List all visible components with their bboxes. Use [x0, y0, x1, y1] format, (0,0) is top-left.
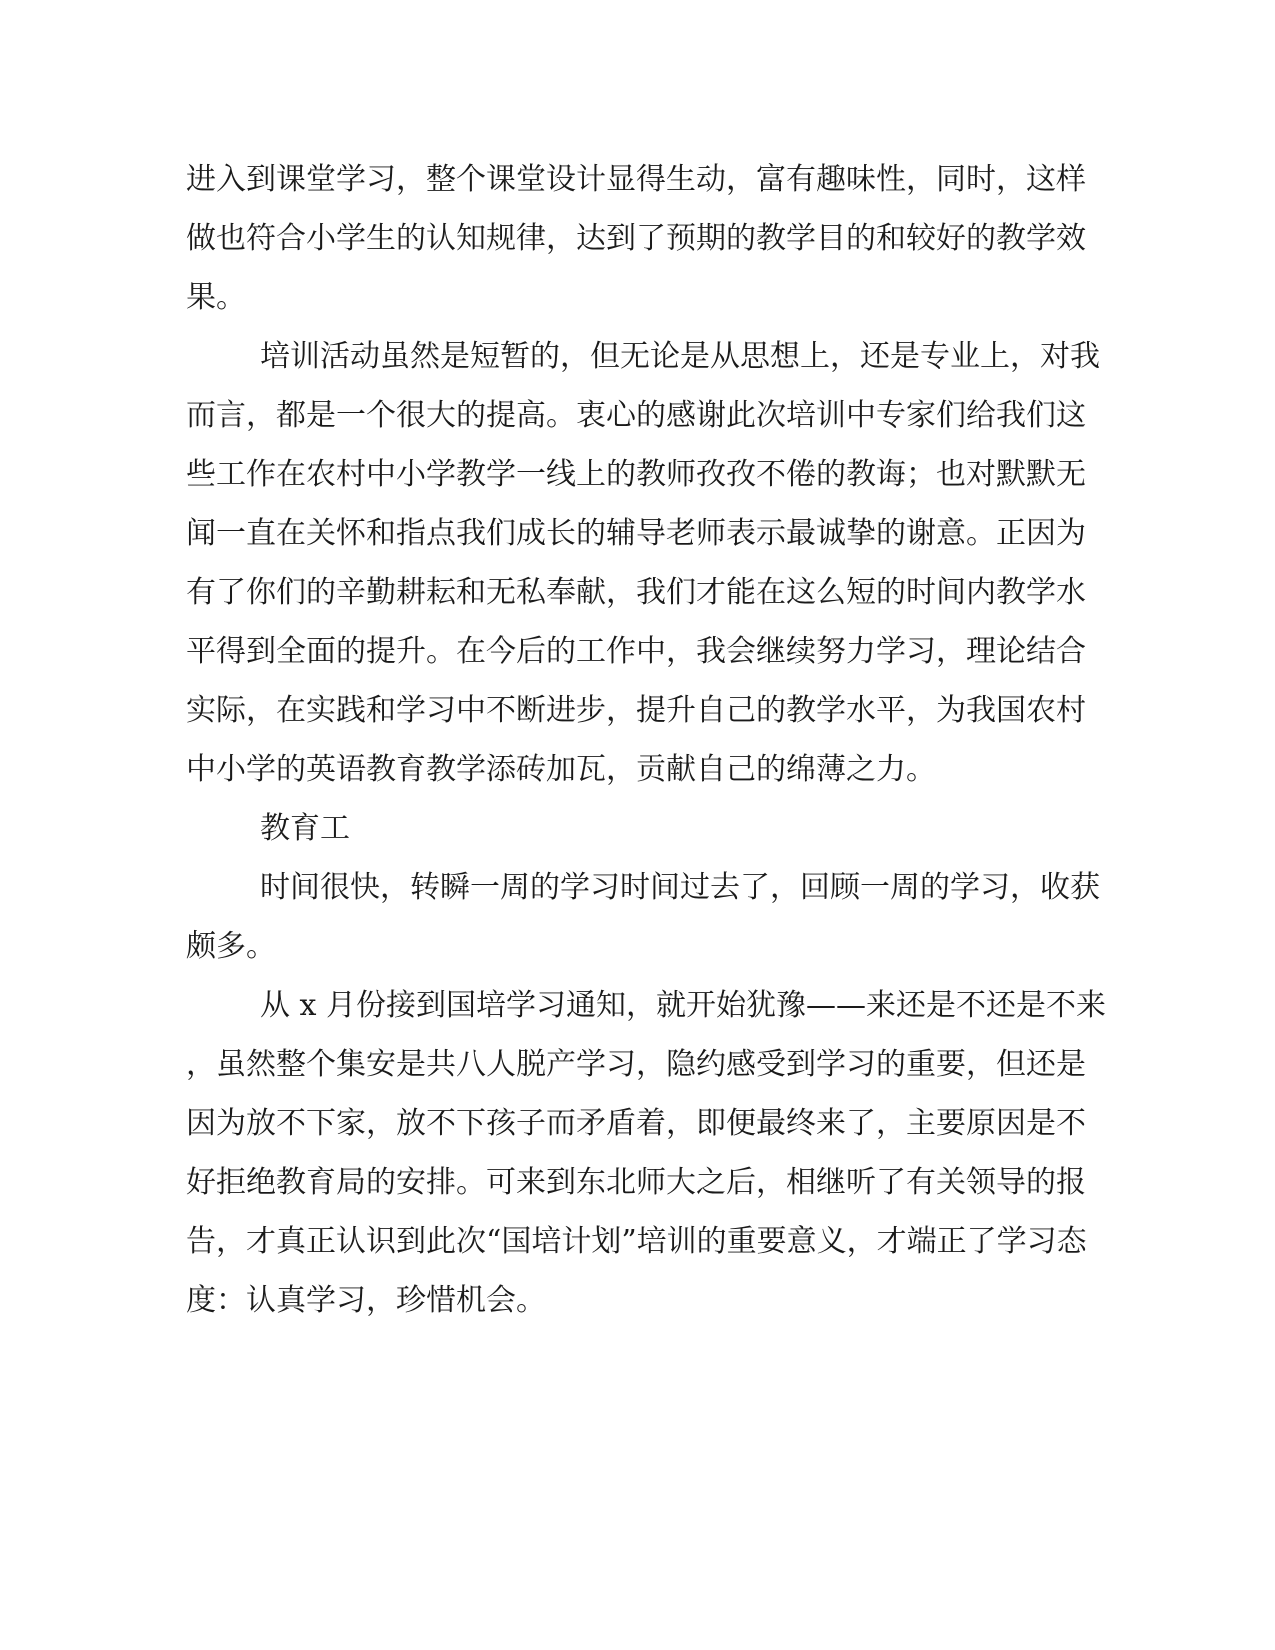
paragraph-2-line-4: 闻一直在关怀和指点我们成长的辅导老师表示最诚挚的谢意。正因为: [186, 516, 1086, 551]
paragraph-1-line-3: 果。: [186, 280, 246, 315]
paragraph-1-line-2: 做也符合小学生的认知规律，达到了预期的教学目的和较好的教学效: [186, 221, 1086, 256]
paragraph-2-line-2: 而言，都是一个很大的提高。衷心的感谢此次培训中专家们给我们这: [186, 398, 1086, 433]
paragraph-2-line-6: 平得到全面的提升。在今后的工作中，我会继续努力学习，理论结合: [186, 634, 1086, 669]
paragraph-5-line-5: 告，才真正认识到此次“国培计划”培训的重要意义，才端正了学习态: [186, 1224, 1087, 1259]
paragraph-4-line-1: 时间很快，转瞬一周的学习时间过去了，回顾一周的学习，收获: [260, 870, 1100, 905]
paragraph-5-line-6: 度：认真学习，珍惜机会。: [186, 1283, 546, 1318]
paragraph-5-line-1: 从 x 月份接到国培学习通知，就开始犹豫——来还是不还是不来: [260, 988, 1106, 1023]
paragraph-2-line-7: 实际，在实践和学习中不断进步，提升自己的教学水平，为我国农村: [186, 693, 1086, 728]
paragraph-4-line-2: 颇多。: [186, 929, 276, 964]
paragraph-2-line-1: 培训活动虽然是短暂的，但无论是从思想上，还是专业上，对我: [260, 339, 1100, 374]
paragraph-5-line-2: ，虽然整个集安是共八人脱产学习，隐约感受到学习的重要，但还是: [186, 1047, 1086, 1082]
paragraph-2-line-8: 中小学的英语教育教学添砖加瓦，贡献自己的绵薄之力。: [186, 752, 936, 787]
paragraph-3-line-1: 教育工: [260, 811, 350, 846]
paragraph-5-line-4: 好拒绝教育局的安排。可来到东北师大之后，相继听了有关领导的报: [186, 1165, 1086, 1200]
paragraph-5-line-3: 因为放不下家，放不下孩子而矛盾着，即便最终来了，主要原因是不: [186, 1106, 1086, 1141]
paragraph-1-line-1: 进入到课堂学习，整个课堂设计显得生动，富有趣味性，同时，这样: [186, 162, 1086, 197]
paragraph-2-line-5: 有了你们的辛勤耕耘和无私奉献，我们才能在这么短的时间内教学水: [186, 575, 1086, 610]
paragraph-2-line-3: 些工作在农村中小学教学一线上的教师孜孜不倦的教诲；也对默默无: [186, 457, 1086, 492]
